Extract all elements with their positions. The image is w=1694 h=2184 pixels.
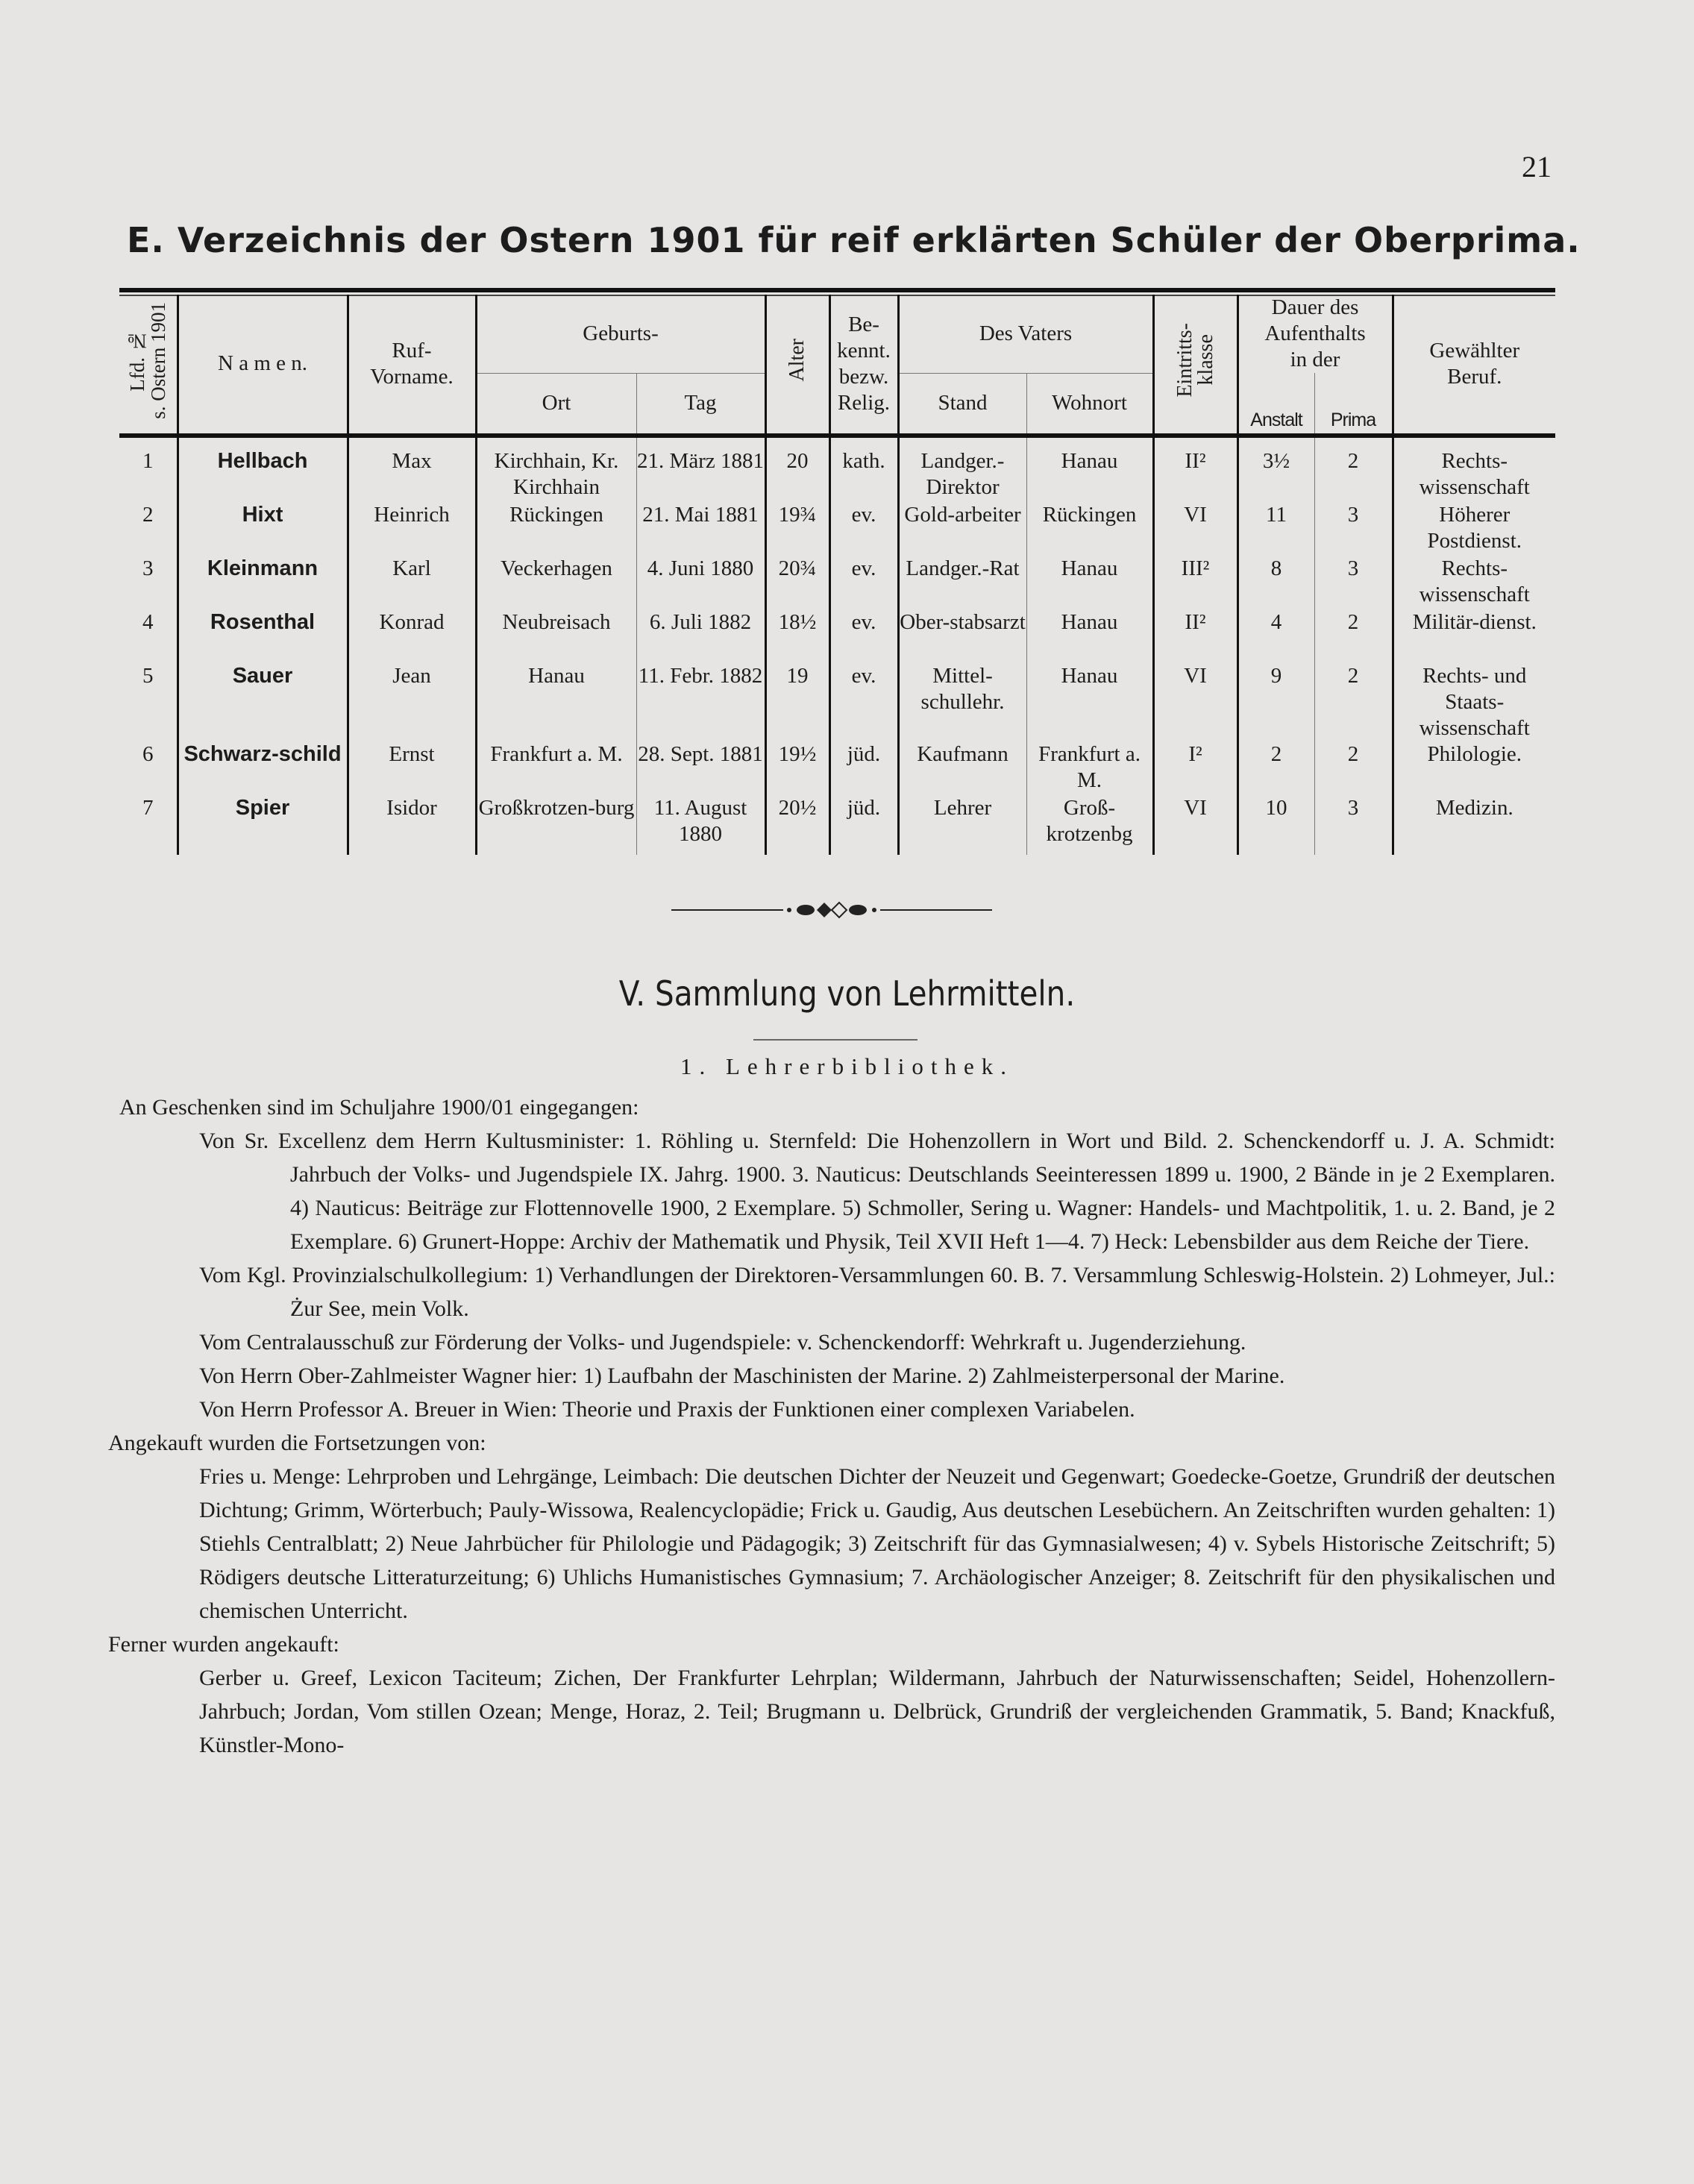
row-number: 6	[142, 741, 154, 766]
religion: ev.	[829, 663, 898, 741]
header-namen: N a m e n.	[178, 295, 348, 436]
father-occupation: Ober-stabsarzt	[898, 609, 1026, 663]
entry-class: VI	[1153, 502, 1237, 556]
religion: ev.	[829, 556, 898, 609]
entry-class: VI	[1153, 663, 1237, 741]
father-occupation: Mittel-schullehr.	[898, 663, 1026, 741]
birth-date: 6. Juli 1882	[636, 609, 765, 663]
student-surname: Hixt	[178, 502, 348, 556]
religion: kath.	[829, 436, 898, 502]
birth-date: 21. März 1881	[636, 436, 765, 502]
entry-class: VI	[1153, 795, 1237, 855]
years-institution: 10	[1237, 795, 1314, 855]
student-surname: Spier	[178, 795, 348, 855]
page-title: E. Verzeichnis der Ostern 1901 für reif erklärten Schüler der Oberprima.	[127, 220, 1581, 260]
student-firstname: Max	[348, 436, 476, 502]
student-surname: Sauer	[178, 663, 348, 741]
years-prima: 2	[1314, 741, 1393, 795]
years-institution: 11	[1237, 502, 1314, 556]
student-firstname: Isidor	[348, 795, 476, 855]
gift-entry: Von Herrn Ober-Zahlmeister Wagner hier: 1) Laufbahn der Maschinisten der Marine. 2) Zahlmeisterpersonal der Marine.	[199, 1364, 1285, 1388]
table-row	[119, 436, 1555, 502]
chosen-profession: Höherer Postdienst.	[1393, 502, 1555, 556]
fortsetzungen-intro: Angekauft wurden die Fortsetzungen von:	[108, 1431, 486, 1455]
chosen-profession: Medizin.	[1393, 795, 1555, 855]
student-firstname: Jean	[348, 663, 476, 741]
father-residence: Frankfurt a. M.	[1026, 741, 1153, 795]
father-occupation: Landger.-Direktor	[898, 436, 1026, 502]
table-row	[119, 502, 1555, 556]
header-alter: Alter	[765, 295, 829, 436]
page-number: 21	[1522, 150, 1552, 183]
father-residence: Groß-krotzenbg	[1026, 795, 1153, 855]
chosen-profession: Philologie.	[1393, 741, 1555, 795]
entry-class: II²	[1153, 436, 1237, 502]
header-tag: Tag	[636, 373, 765, 436]
age: 20½	[765, 795, 829, 855]
birth-place: Frankfurt a. M.	[476, 741, 636, 795]
birth-place: Veckerhagen	[476, 556, 636, 609]
age: 18½	[765, 609, 829, 663]
fortsetzungen-text: Fries u. Menge: Lehrproben und Lehrgänge, Leimbach: Die deutschen Dichter der Neuzeit und Gegenwart; Goedecke-Goetze, Grundriß der deutschen Dichtung; Grimm, Wörterbuch; Pauly-Wissowa, Realencyclopädie; Frick u. Gaudig, Aus deutschen Lesebüchern. An Zeitschriften wurden gehalten: 1) Stiehls Centralblatt; 2) Neue Jahrbücher für Philologie und Pädagogik; 3) Zeitschrift für das Gymnasialwesen; 4) v. Sybels Historische Zeitschrift; 5) Rödigers deutsche Litteraturzeitung; 6) Uhlichs Humanistisches Gymnasium; 7. Archäologischer Anzeiger; 8. Zeitschrift für den physikalischen und chemischen Unterricht.	[199, 1464, 1555, 1623]
father-residence: Rückingen	[1026, 502, 1153, 556]
table-row	[119, 795, 1555, 855]
header-stand: Stand	[898, 373, 1026, 436]
student-surname: Kleinmann	[178, 556, 348, 609]
student-firstname: Konrad	[348, 609, 476, 663]
chosen-profession: Rechts-wissenschaft	[1393, 556, 1555, 609]
header-geburts: Geburts-	[476, 295, 765, 373]
religion: jüd.	[829, 741, 898, 795]
years-institution: 8	[1237, 556, 1314, 609]
section-rule	[753, 1039, 917, 1041]
birth-date: 11. Febr. 1882	[636, 663, 765, 741]
birth-date: 4. Juni 1880	[636, 556, 765, 609]
header-beruf: Gewählter Beruf.	[1393, 295, 1555, 436]
age: 20	[765, 436, 829, 502]
header-dauer: Dauer des Aufenthalts in der	[1237, 295, 1393, 373]
header-ort: Ort	[476, 373, 636, 436]
student-firstname: Heinrich	[348, 502, 476, 556]
religion: ev.	[829, 609, 898, 663]
father-residence: Hanau	[1026, 436, 1153, 502]
table-row	[119, 741, 1555, 795]
years-institution: 9	[1237, 663, 1314, 741]
years-prima: 3	[1314, 556, 1393, 609]
father-residence: Hanau	[1026, 556, 1153, 609]
geschenke-intro: An Geschenken sind im Schuljahre 1900/01 eingegangen:	[119, 1095, 639, 1120]
years-prima: 2	[1314, 663, 1393, 741]
table-row	[119, 556, 1555, 609]
entry-class: III²	[1153, 556, 1237, 609]
row-number: 4	[142, 609, 154, 634]
subsection-title: 1. Lehrerbibliothek.	[680, 1053, 1014, 1079]
header-lfd-nr: Lfd. № s. Ostern 1901	[126, 301, 170, 419]
student-surname: Hellbach	[178, 436, 348, 502]
chosen-profession: Rechts- und Staats-wissenschaft	[1393, 663, 1555, 741]
years-institution: 3½	[1237, 436, 1314, 502]
student-surname: Schwarz-schild	[178, 741, 348, 795]
table-row	[119, 663, 1555, 741]
age: 19½	[765, 741, 829, 795]
years-prima: 3	[1314, 502, 1393, 556]
birth-date: 11. August 1880	[636, 795, 765, 855]
birth-place: Hanau	[476, 663, 636, 741]
ferner-text: Gerber u. Greef, Lexicon Taciteum; Zichen, Der Frankfurter Lehrplan; Wildermann, Jahrbuch der Naturwissenschaften; Seidel, Hohenzollern-Jahrbuch; Jordan, Vom stillen Ozean; Menge, Horaz, 2. Teil; Brugmann u. Delbrück, Grundriß der vergleichenden Grammatik, 5. Band; Knackfuß, Künstler-Mono-	[199, 1666, 1555, 1757]
row-number: 1	[119, 436, 178, 502]
age: 19	[765, 663, 829, 741]
years-prima: 2	[1314, 436, 1393, 502]
header-prima: Prima	[1314, 373, 1393, 436]
father-occupation: Gold-arbeiter	[898, 502, 1026, 556]
religion: ev.	[829, 502, 898, 556]
father-residence: Hanau	[1026, 663, 1153, 741]
body-text	[108, 1091, 1555, 1762]
student-surname: Rosenthal	[178, 609, 348, 663]
birth-place: Großkrotzen-burg	[476, 795, 636, 855]
gift-entry: Vom Centralausschuß zur Förderung der Volks- und Jugendspiele: v. Schenckendorff: Wehrkraft u. Jugenderziehung.	[199, 1330, 1246, 1355]
birth-date: 28. Sept. 1881	[636, 741, 765, 795]
age: 19¾	[765, 502, 829, 556]
table-row	[119, 609, 1555, 663]
entry-class: II²	[1153, 609, 1237, 663]
years-institution: 2	[1237, 741, 1314, 795]
header-anstalt: Anstalt	[1237, 373, 1314, 436]
student-firstname: Ernst	[348, 741, 476, 795]
entry-class: I²	[1153, 741, 1237, 795]
header-rufname: Ruf- Vorname.	[348, 295, 476, 436]
row-number: 2	[142, 502, 154, 527]
row-number: 5	[142, 663, 154, 688]
years-institution: 4	[1237, 609, 1314, 663]
birth-place: Kirchhain, Kr. Kirchhain	[476, 436, 636, 502]
chosen-profession: Rechts-wissenschaft	[1393, 436, 1555, 502]
gift-entry: Von Sr. Excellenz dem Herrn Kultusminister: 1. Röhling u. Sternfeld: Die Hohenzollern in Wort und Bild. 2. Schenckendorff u. J. A. Schmidt: Jahrbuch der Volks- und Jugendspiele IX. Jahrg. 1900. 3. Nauticus: Deutschlands Seeinteressen 1899 u. 1900, 2 Bände in je 2 Exemplaren. 4) Nauticus: Beiträge zur Flottennovelle 1900, 2 Exemplare. 5) Schmoller, Sering u. Wagner: Handels- und Machtpolitik, 1. u. 2. Band, je 2 Exemplare. 6) Grunert-Hoppe: Archiv der Mathematik und Physik, Teil XVII Heft 1—4. 7) Heck: Lebensbilder aus dem Reiche der Tiere.	[199, 1129, 1555, 1254]
father-occupation: Landger.-Rat	[898, 556, 1026, 609]
chosen-profession: Militär-dienst.	[1393, 609, 1555, 663]
years-prima: 3	[1314, 795, 1393, 855]
header-wohnort: Wohnort	[1026, 373, 1153, 436]
header-des-vaters: Des Vaters	[898, 295, 1153, 373]
years-prima: 2	[1314, 609, 1393, 663]
header-bekenntnis: Be- kennt. bezw. Relig.	[829, 295, 898, 436]
title-rule	[119, 288, 1555, 292]
graduates-table	[119, 295, 1555, 855]
section-title: V. Sammlung von Lehrmitteln.	[618, 973, 1076, 1014]
row-number: 7	[142, 795, 154, 820]
gift-entry: Vom Kgl. Provinzialschulkollegium: 1) Verhandlungen der Direktoren-Versammlungen 60. B. 7. Versammlung Schleswig-Holstein. 2) Lohmeyer, Jul.: Żur See, mein Volk.	[199, 1263, 1555, 1321]
religion: jüd.	[829, 795, 898, 855]
birth-place: Neubreisach	[476, 609, 636, 663]
father-residence: Hanau	[1026, 609, 1153, 663]
age: 20¾	[765, 556, 829, 609]
father-occupation: Kaufmann	[898, 741, 1026, 795]
student-firstname: Karl	[348, 556, 476, 609]
row-number: 3	[142, 556, 154, 580]
header-eintrittsklasse: Eintritts- klasse	[1153, 295, 1237, 436]
ferner-intro: Ferner wurden angekauft:	[108, 1632, 339, 1657]
gift-entry: Von Herrn Professor A. Breuer in Wien: Theorie und Praxis der Funktionen einer complexen Variabelen.	[199, 1397, 1135, 1422]
birth-place: Rückingen	[476, 502, 636, 556]
father-occupation: Lehrer	[898, 795, 1026, 855]
decorative-divider-icon	[671, 899, 992, 921]
birth-date: 21. Mai 1881	[636, 502, 765, 556]
geschenke-list	[108, 1124, 1555, 1426]
